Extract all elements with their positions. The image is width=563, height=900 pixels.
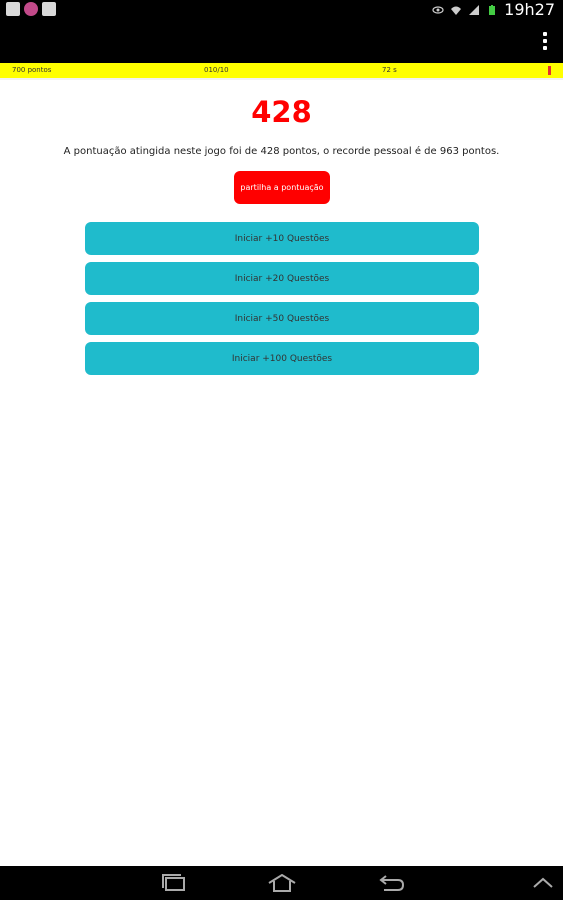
wifi-icon [450,4,462,16]
app-icon [24,2,38,16]
signal-icon [468,4,480,16]
navigation-bar [0,866,563,900]
status-bar [0,0,563,19]
share-score-button[interactable]: partilha a pontuação [234,171,330,204]
eye-icon [432,4,444,16]
start-20-questions-button[interactable]: Iniciar +20 Questões [85,262,479,295]
progress-label: 010/10 [204,66,229,74]
start-100-questions-button[interactable]: Iniciar +100 Questões [85,342,479,375]
points-label: 700 pontos [12,66,52,74]
back-icon[interactable] [378,874,406,892]
time-label: 72 s [382,66,397,74]
score-summary: A pontuação atingida neste jogo foi de 428 pontos, o recorde pessoal é de 963 pontos. [63,146,500,157]
final-score: 428 [251,95,312,129]
start-10-questions-button[interactable]: Iniciar +10 Questões [85,222,479,255]
gallery-icon [6,2,20,16]
system-icons [432,0,555,19]
recent-apps-icon[interactable] [160,874,188,892]
stats-bar [0,63,563,80]
clock: 19h27 [504,0,555,19]
battery-icon [486,4,498,16]
overflow-menu-icon[interactable] [541,32,549,50]
status-marker-icon [548,66,551,75]
collapse-icon[interactable] [532,874,554,892]
notification-icons [6,2,56,16]
home-icon[interactable] [266,874,298,892]
action-bar [0,19,563,63]
start-50-questions-button[interactable]: Iniciar +50 Questões [85,302,479,335]
document-icon [42,2,56,16]
